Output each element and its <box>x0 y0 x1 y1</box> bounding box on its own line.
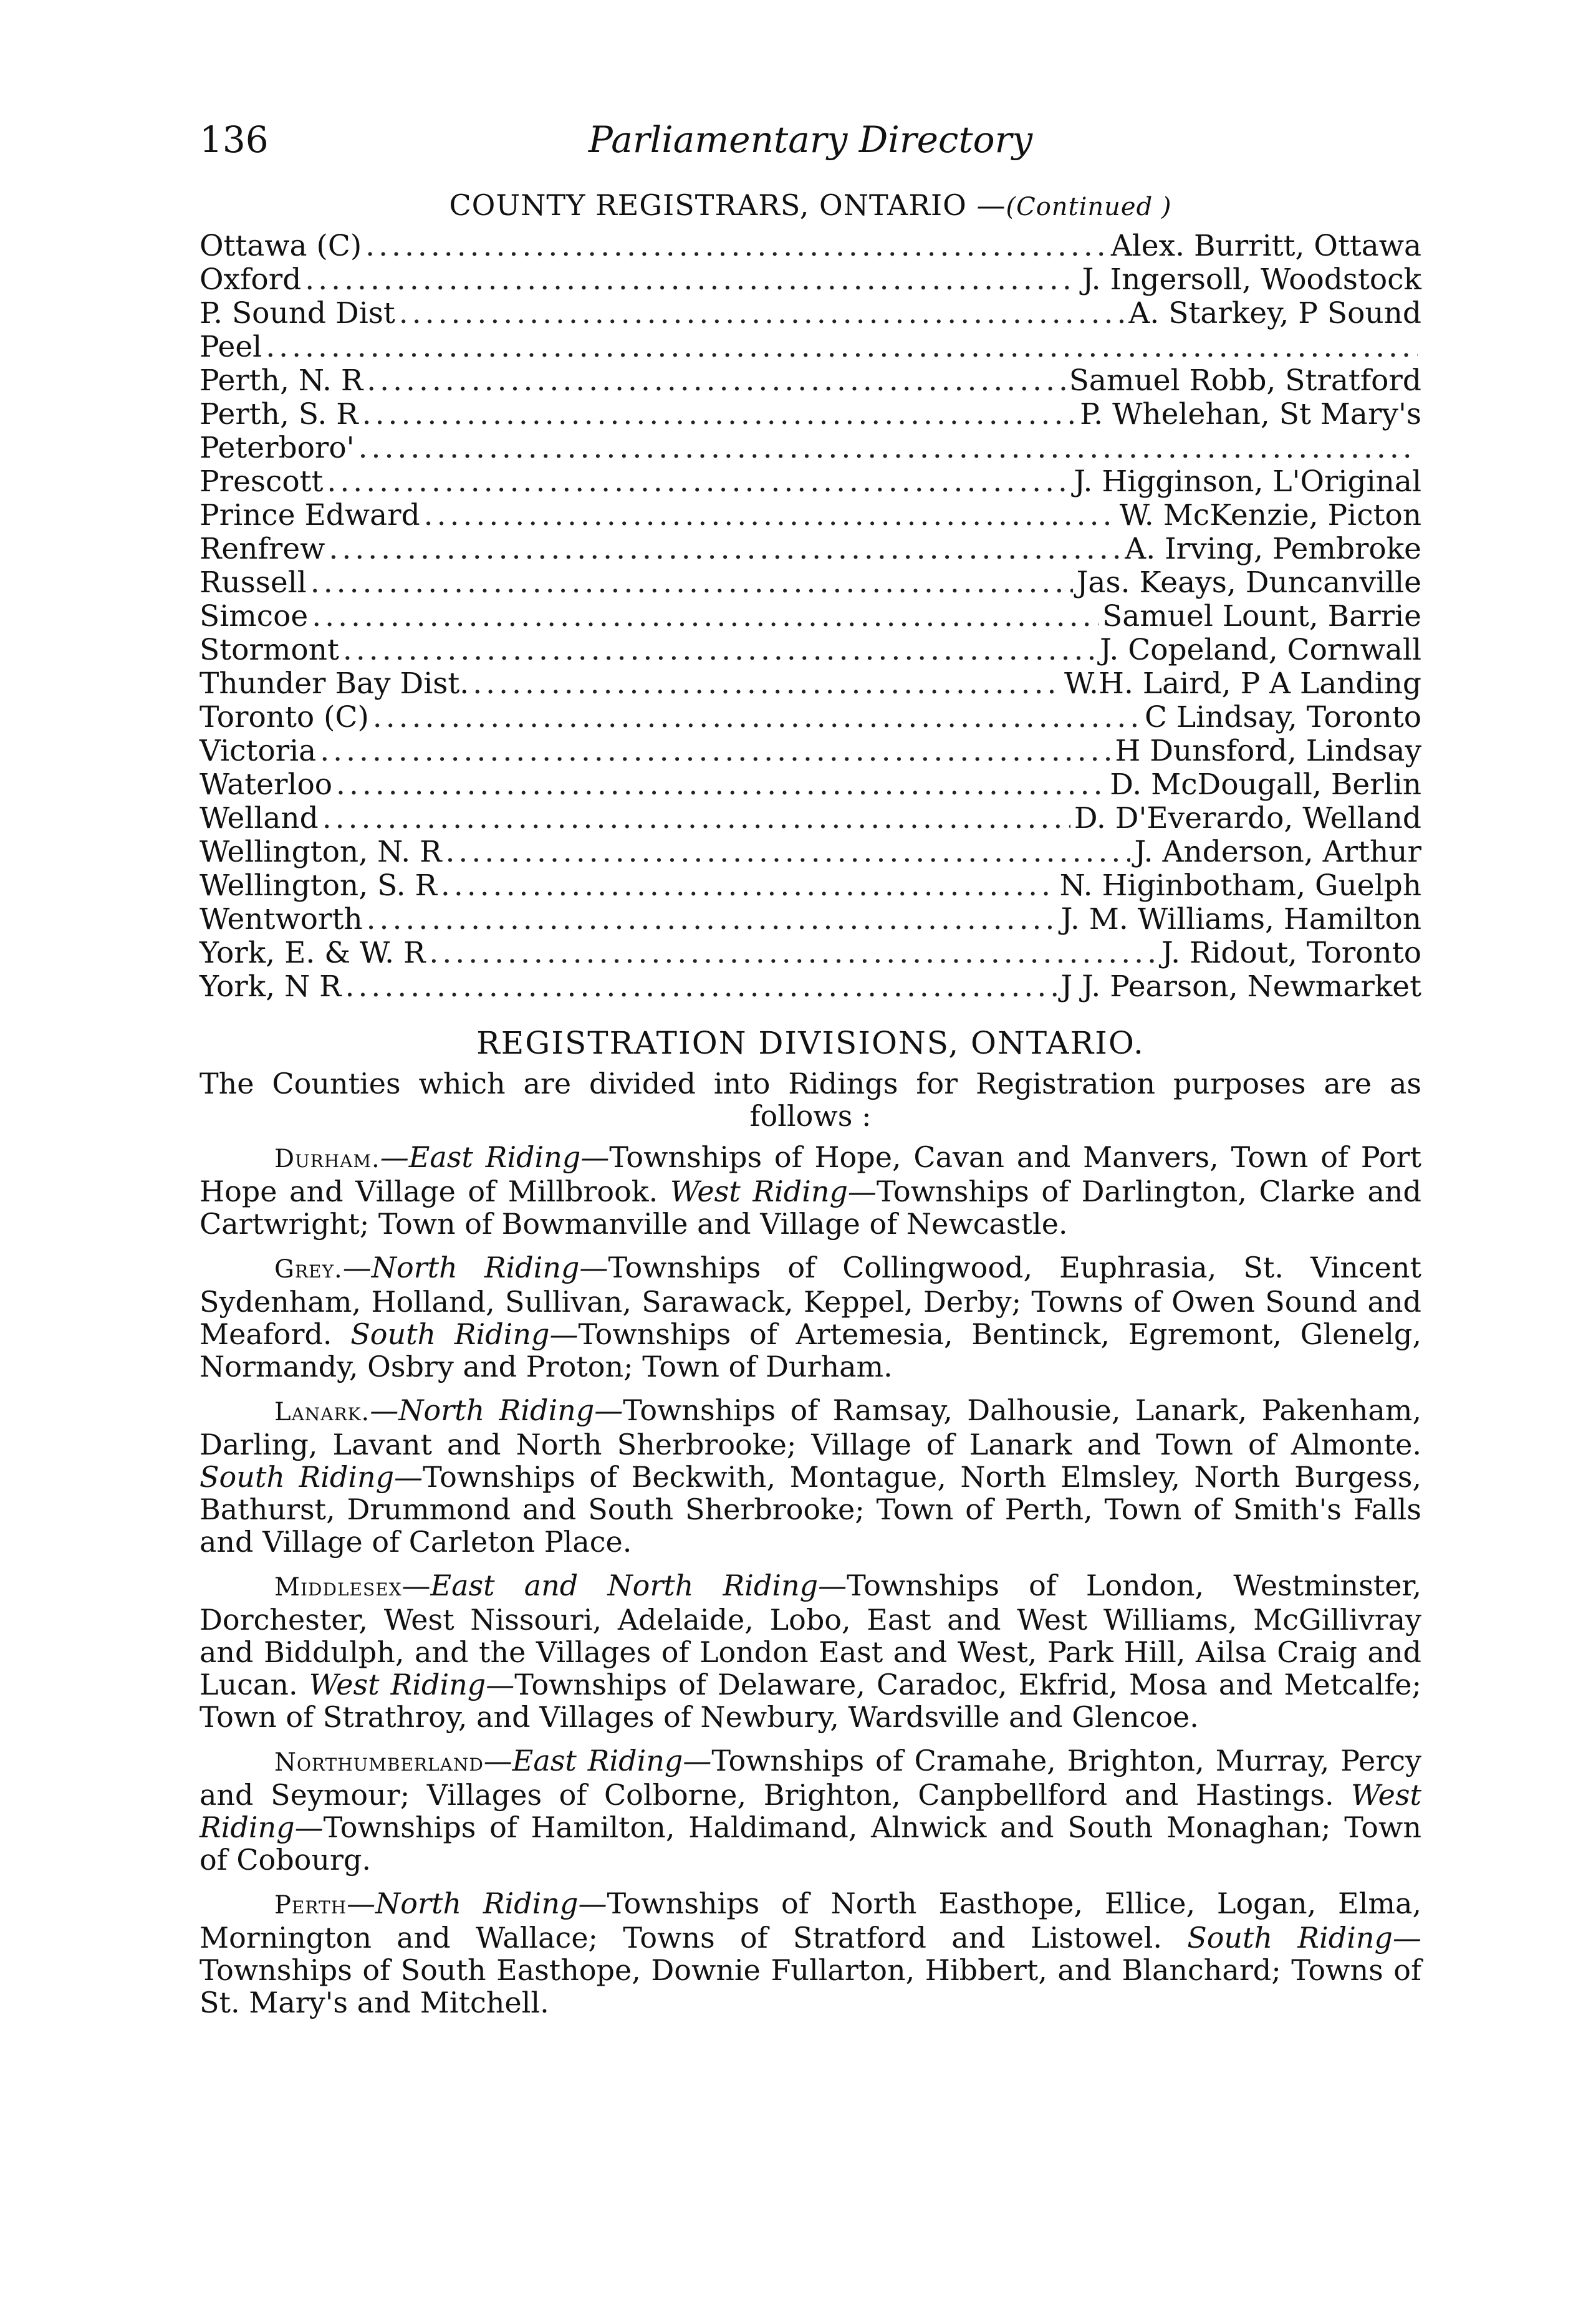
dot-leader <box>329 532 1121 566</box>
division-text: Townships of Hope, Cavan and Manvers, Town of Port Hope and Village of Millbrook. <box>200 1140 1421 1208</box>
registrar-name: J. Anderson, Arthur <box>1134 835 1421 869</box>
dot-leader <box>441 869 1056 903</box>
dot-leader <box>320 734 1111 768</box>
division-text: Townships of South Easthope, Downie Fullarton, Hibbert, and Blanchard; Towns of St. Mary's and Mitchell. <box>200 1953 1421 2019</box>
division-riding: —East and North Riding— <box>401 1569 847 1602</box>
registrar-row <box>200 667 1421 701</box>
division-riding: West Riding— <box>670 1175 877 1208</box>
registrar-county: Simcoe <box>200 599 309 633</box>
registrar-name: J. Higginson, L'Original <box>1074 464 1421 499</box>
page-header <box>200 118 1421 175</box>
registrar-name: H Dunsford, Lindsay <box>1115 734 1421 768</box>
registrar-row <box>200 330 1421 364</box>
registrar-county: Stormont <box>200 633 339 667</box>
division-riding: —North Riding— <box>342 1251 608 1284</box>
registrar-name: Samuel Lount, Barrie <box>1102 599 1421 633</box>
registrar-county: Prince Edward <box>200 498 420 532</box>
registrars-title <box>200 188 1421 222</box>
division-riding: South Riding— <box>350 1317 579 1351</box>
registrar-name: P. Whelehan, St Mary's <box>1080 397 1421 431</box>
registrar-county: Peterboro' <box>200 431 355 465</box>
division-text: Townships of Beckwith, Montague, North Elmsley, North Burgess, Bathurst, Drummond and South Sherbrooke; Town of Perth, Town of Smith's Falls and Village of Carleton Place. <box>200 1460 1421 1559</box>
registrar-county: Peel <box>200 330 262 364</box>
registrar-county: P. Sound Dist <box>200 296 395 330</box>
registrar-name: J J. Pearson, Newmarket <box>1060 969 1421 1004</box>
registrar-name: W.H. Laird, P A Landing <box>1064 666 1421 701</box>
dot-leader <box>266 330 1418 364</box>
registrar-row <box>200 431 1421 465</box>
registrar-name: A. Irving, Pembroke <box>1125 532 1421 566</box>
division-riding: —North Riding— <box>347 1887 607 1920</box>
divisions-title: REGISTRATION DIVISIONS, ONTARIO. <box>476 1025 1145 1061</box>
division-text: Townships of Hamilton, Haldimand, Alnwick and South Monaghan; Town of Cobourg. <box>200 1811 1421 1877</box>
registrar-name: D. McDougall, Berlin <box>1110 767 1421 802</box>
registrar-county: Perth, N. R <box>200 363 363 398</box>
division-text: Townships of Collingwood, Euphrasia, St. Vincent Sydenham, Holland, Sullivan, Sarawack, Keppel, Derby; Towns of Owen Sound and Meaford. <box>200 1251 1421 1351</box>
division-paragraph <box>200 1744 1421 1876</box>
registrar-name: W. McKenzie, Picton <box>1119 498 1421 532</box>
registrar-county: Thunder Bay Dist. <box>200 666 469 701</box>
division-text: Townships of Artemesia, Bentinck, Egremont, Glenelg, Normandy, Osbry and Proton; Town of Durham. <box>200 1317 1421 1383</box>
registrar-row <box>200 532 1421 566</box>
registrar-county: Renfrew <box>200 532 325 566</box>
registrar-row <box>200 835 1421 869</box>
registrar-row <box>200 398 1421 431</box>
dot-leader <box>322 802 1070 835</box>
page-number: 136 <box>200 118 269 161</box>
division-text: Townships of Darlington, Clarke and Cartwright; Town of Bowmanville and Village of Newcastle. <box>200 1175 1421 1241</box>
registrar-county: Wellington, S. R <box>200 868 437 903</box>
division-riding: South Riding— <box>1187 1921 1421 1955</box>
registrar-row <box>200 869 1421 903</box>
registrar-row <box>200 600 1421 633</box>
division-list <box>200 1141 1421 2019</box>
dot-leader <box>399 297 1125 330</box>
dot-leader <box>336 768 1106 802</box>
divisions-intro: The Counties which are divided into Ridings for Registration purposes are as follows : <box>200 1067 1421 1133</box>
registrar-row <box>200 970 1421 1004</box>
division-paragraph <box>200 1141 1421 1240</box>
registrar-name: Alex. Burritt, Ottawa <box>1110 229 1421 263</box>
dot-leader <box>367 364 1065 398</box>
running-head: Parliamentary Directory <box>588 118 1033 161</box>
registrar-row <box>200 701 1421 734</box>
registrar-row <box>200 499 1421 532</box>
registrars-title-continued: (Continued ) <box>1006 193 1172 221</box>
dot-leader <box>473 667 1060 701</box>
registrar-row <box>200 903 1421 936</box>
dot-leader <box>424 499 1116 532</box>
division-county-name: Perth <box>274 1891 347 1920</box>
dot-leader <box>429 936 1157 970</box>
division-text: Townships of Ramsay, Dalhousie, Lanark, Pakenham, Darling, Lavant and North Sherbrooke; Village of Lanark and Town of Almonte. <box>200 1393 1421 1461</box>
dot-leader <box>345 970 1057 1004</box>
registrar-row <box>200 734 1421 768</box>
dot-leader <box>445 835 1130 869</box>
division-paragraph <box>200 1251 1421 1383</box>
division-county-name: Middlesex <box>274 1573 402 1602</box>
division-riding: South Riding— <box>200 1460 423 1494</box>
registrar-name: J. Ingersoll, Woodstock <box>1082 262 1421 297</box>
registrar-name: J. M. Williams, Hamilton <box>1060 902 1421 936</box>
dot-leader <box>312 600 1098 633</box>
division-text: Townships of North Easthope, Ellice, Logan, Elma, Mornington and Wallace; Towns of Stratford and Listowel. <box>200 1887 1421 1955</box>
dot-leader <box>358 431 1418 465</box>
registrar-county: Welland <box>200 801 319 835</box>
division-text: Townships of London, Westminster, Dorchester, West Nissouri, Adelaide, Lobo, East and West Williams, McGillivray and Biddulph, and the Villages of London East and West, Park Hill, Ailsa Craig and Lucan. <box>200 1569 1421 1701</box>
registrar-county: Ottawa (C) <box>200 229 362 263</box>
dot-leader <box>365 229 1107 263</box>
registrar-row <box>200 364 1421 398</box>
registrar-name: J. Ridout, Toronto <box>1161 936 1421 970</box>
dot-leader <box>367 903 1057 936</box>
registrar-county: York, E. & W. R <box>200 936 426 970</box>
registrar-row <box>200 229 1421 263</box>
registrar-row <box>200 566 1421 600</box>
division-county-name: Grey. <box>274 1255 343 1284</box>
division-riding: —North Riding— <box>370 1393 623 1427</box>
registrar-county: Wentworth <box>200 902 363 936</box>
registrars-title-text: COUNTY REGISTRARS, ONTARIO — <box>449 188 1006 222</box>
dot-leader <box>310 566 1073 600</box>
registrar-county: Wellington, N. R <box>200 835 442 869</box>
registrar-county: York, N R <box>200 969 342 1004</box>
division-county-name: Durham. <box>274 1145 380 1173</box>
registrar-row <box>200 465 1421 499</box>
dot-leader <box>327 465 1070 499</box>
registrar-row <box>200 768 1421 802</box>
registrar-county: Toronto (C) <box>200 700 369 734</box>
division-paragraph <box>200 1569 1421 1733</box>
registrar-county: Prescott <box>200 464 324 499</box>
dot-leader <box>343 633 1096 667</box>
registrar-row <box>200 297 1421 330</box>
registrar-name: J. Copeland, Cornwall <box>1100 633 1421 667</box>
registrar-row <box>200 802 1421 835</box>
division-text: Townships of Cramahe, Brighton, Murray, Percy and Seymour; Villages of Colborne, Brighton, Canpbellford and Hastings. <box>200 1744 1421 1812</box>
division-riding: —East Riding— <box>380 1140 610 1174</box>
registrar-row <box>200 936 1421 970</box>
registrar-name: C Lindsay, Toronto <box>1144 700 1421 734</box>
dot-leader <box>373 701 1141 734</box>
division-paragraph <box>200 1887 1421 2019</box>
division-county-name: Northumberland <box>274 1748 484 1777</box>
registrar-list <box>200 229 1421 1004</box>
registrar-name: Samuel Robb, Stratford <box>1069 363 1421 398</box>
registrar-county: Russell <box>200 565 307 600</box>
division-riding: —East Riding— <box>483 1744 712 1777</box>
division-paragraph <box>200 1394 1421 1558</box>
division-text: Townships of Delaware, Caradoc, Ekfrid, Mosa and Metcalfe; Town of Strathroy, and Villages of Newbury, Wardsville and Glencoe. <box>200 1668 1421 1734</box>
registrar-row <box>200 633 1421 667</box>
page <box>200 118 1421 2030</box>
division-riding: West Riding— <box>200 1778 1421 1844</box>
dot-leader <box>305 263 1078 297</box>
registrar-county: Waterloo <box>200 767 333 802</box>
registrar-name: Jas. Keays, Duncanville <box>1076 565 1421 600</box>
registrar-county: Victoria <box>200 734 317 768</box>
registrar-row <box>200 263 1421 297</box>
registrar-name: D. D'Everardo, Welland <box>1074 801 1421 835</box>
registrar-county: Oxford <box>200 262 302 297</box>
dot-leader <box>362 398 1076 431</box>
division-riding: West Riding— <box>309 1668 515 1701</box>
registrar-name: N. Higinbotham, Guelph <box>1059 868 1421 903</box>
registrar-county: Perth, S. R <box>200 397 358 431</box>
registrar-name: A. Starkey, P Sound <box>1128 296 1421 330</box>
division-county-name: Lanark. <box>274 1398 370 1426</box>
